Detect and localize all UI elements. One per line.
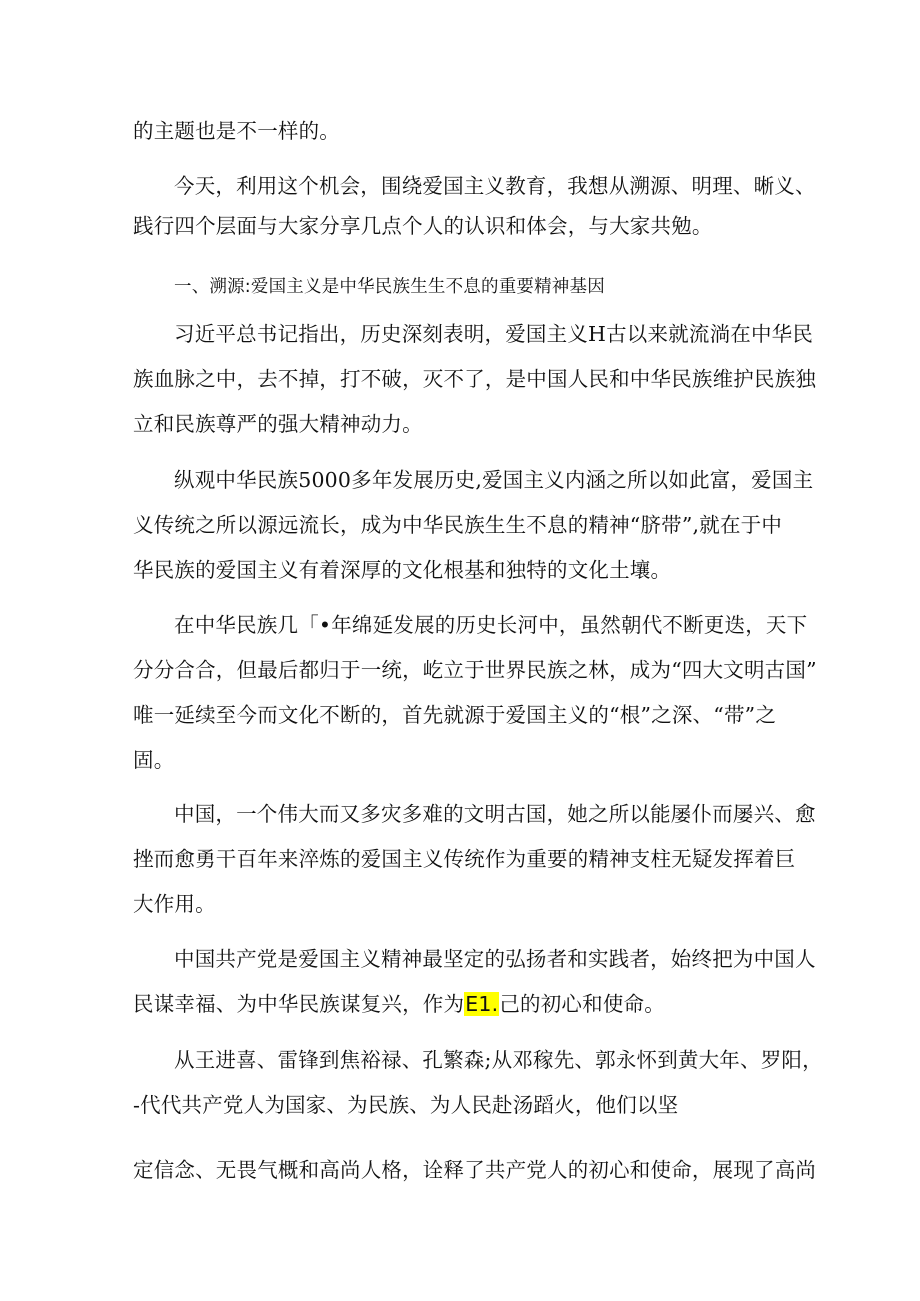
highlighted-text: E1. [465,992,499,1016]
text-line: 分分合合，但最后都归于一统，屹立于世界民族之林，成为“四大文明古国” [133,658,817,682]
paragraph-line: 纵观中华民族5000多年发展历史,爱国主义内涵之所以如此富，爱国主 [174,468,814,492]
paragraph-line: 中国，一个伟大而又多灾多难的文明古国，她之所以能屡仆而屡兴、愈 [174,802,816,826]
text-line: 族血脉之中，去不掉，打不破，灭不了，是中国人民和中华民族维护民族独 [133,367,817,391]
text-line: 唯一延续至今而文化不断的，首先就源于爱国主义的“根”之深、“带”之 [133,703,777,727]
text-segment: 民谋幸福、为中华民族谋复兴，作为 [133,992,465,1016]
text-line: 的主题也是不一样的。 [133,119,340,143]
text-line: 挫而愈勇干百年来淬炼的爱国主义传统作为重要的精神支柱无疑发挥着巨 [133,847,796,871]
text-line: 践行四个层面与大家分享几点个人的认识和体会，与大家共勉。 [133,214,713,238]
text-line: -代代共产党人为国家、为民族、为人民赴汤蹈火，他们以坚 [133,1093,679,1117]
text-line: 固。 [133,748,175,772]
paragraph-line: 今天，利用这个机会，围绕爱国主义教育，我想从溯源、明理、晰义、 [174,174,816,198]
paragraph-line: 习近平总书记指出，历史深刻表明，爱国主义H古以来就流淌在中华民 [174,322,814,346]
text-segment: 己的初心和使命。 [499,992,665,1016]
text-line: 义传统之所以源远流长，成为中华民族生生不息的精神“脐带”,就在于中 [133,513,783,537]
paragraph-line: 中国共产党是爱国主义精神最坚定的弘扬者和实践者，始终把为中国人 [174,947,816,971]
section-heading: 一、溯源:爱国主义是中华民族生生不息的重要精神基因 [174,277,605,297]
text-line: 立和民族尊严的强大精神动力。 [133,412,423,436]
text-line-with-highlight [133,990,793,1018]
paragraph-line: 从王进喜、雷锋到焦裕禄、孔繁森;从邓稼先、郭永怀到黄大年、罗阳， [174,1048,823,1072]
text-line: 定信念、无畏气概和高尚人格，诠释了共产党人的初心和使命，展现了高尚 [133,1158,817,1182]
text-line: 华民族的爱国主义有着深厚的文化根基和独特的文化土壤。 [133,558,672,582]
paragraph-line: 在中华民族几「•年绵延发展的历史长河中，虽然朝代不断更迭，天下 [174,613,808,637]
text-line: 大作用。 [133,892,216,916]
